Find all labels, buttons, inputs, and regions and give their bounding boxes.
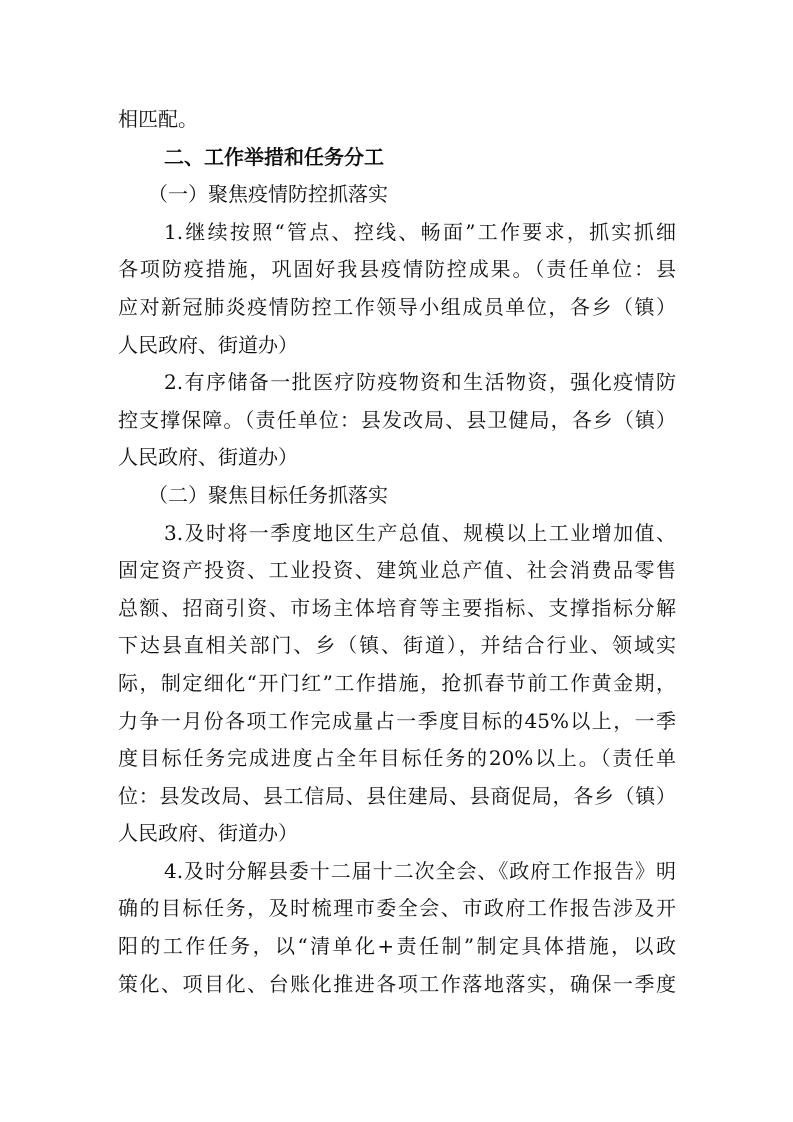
paragraph-line: 人民政府、街道办） — [118, 821, 298, 846]
subsection-heading: （二）聚焦目标任务抓落实 — [148, 482, 388, 507]
document-page — [118, 101, 676, 1003]
paragraph-line: 人民政府、街道办） — [118, 445, 298, 470]
paragraph-line: 2.有序储备一批医疗防疫物资和生活物资，强化疫情防 — [164, 370, 676, 395]
paragraph-line: 下达县直相关部门、乡（镇、街道），并结合行业、领域实 — [118, 633, 676, 658]
section-heading: 二、工作举措和任务分工 — [164, 144, 384, 169]
paragraph-line: 3.及时将一季度地区生产总值、规模以上工业增加值、 — [164, 520, 676, 545]
subsection-heading: （一）聚焦疫情防控抓落实 — [148, 182, 388, 207]
paragraph-line: 阳的工作任务，以“清单化+责任制”制定具体措施，以政 — [118, 934, 676, 959]
paragraph-line: 力争一月份各项工作完成量占一季度目标的45%以上，一季 — [118, 708, 676, 733]
paragraph-line: 策化、项目化、台账化推进各项工作落地落实，确保一季度 — [118, 971, 676, 996]
paragraph-line: 位：县发改局、县工信局、县住建局、县商促局，各乡（镇） — [118, 783, 676, 808]
paragraph-line: 总额、招商引资、市场主体培育等主要指标、支撑指标分解 — [118, 595, 676, 620]
paragraph-line: 固定资产投资、工业投资、建筑业总产值、社会消费品零售 — [118, 558, 676, 583]
paragraph-line: 相匹配。 — [118, 107, 198, 131]
paragraph-line: 度目标任务完成进度占全年目标任务的20%以上。（责任单 — [118, 746, 676, 771]
paragraph-line: 各项防疫措施，巩固好我县疫情防控成果。（责任单位：县 — [118, 257, 676, 282]
paragraph-line: 4.及时分解县委十二届十二次全会、《政府工作报告》明 — [164, 858, 676, 883]
paragraph-line: 人民政府、街道办） — [118, 332, 298, 357]
paragraph-line: 际，制定细化“开门红”工作措施，抢抓春节前工作黄金期， — [118, 670, 676, 695]
paragraph-line: 应对新冠肺炎疫情防控工作领导小组成员单位，各乡（镇） — [118, 294, 676, 319]
paragraph-line: 控支撑保障。（责任单位：县发改局、县卫健局，各乡（镇） — [118, 407, 676, 432]
paragraph-line: 确的目标任务，及时梳理市委全会、市政府工作报告涉及开 — [118, 896, 676, 921]
paragraph-line: 1.继续按照“管点、控线、畅面”工作要求，抓实抓细 — [164, 219, 676, 244]
